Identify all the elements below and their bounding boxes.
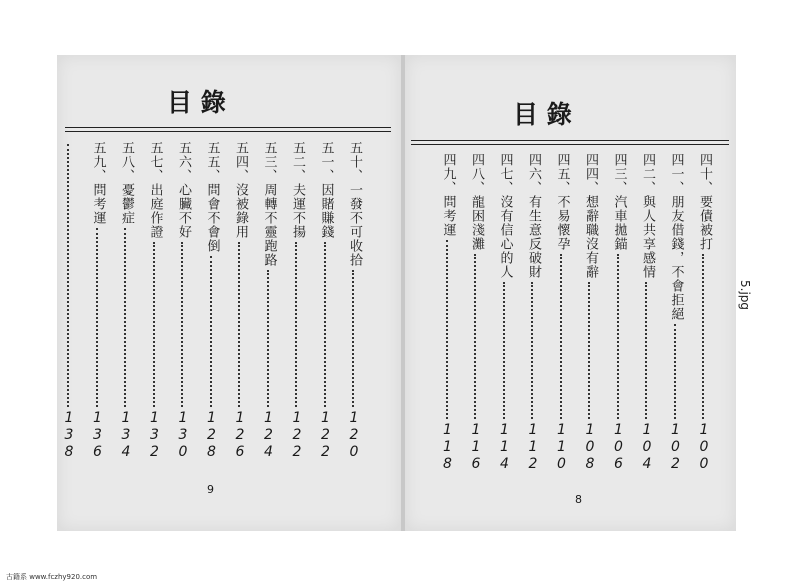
toc-entry-page: 1 2 8 — [207, 410, 216, 460]
toc-entry-page: 1 2 2 — [321, 410, 330, 460]
toc-entry-page: 1 3 4 — [121, 410, 131, 460]
toc-entry-title: 四七、沒有信心的人 — [497, 153, 513, 279]
toc-entry — [284, 141, 310, 461]
toc-entry-page: 1 0 8 — [585, 422, 595, 472]
toc-entry-page: 1 3 8 — [64, 410, 74, 460]
toc-entry — [634, 153, 660, 473]
toc-entry-page: 1 3 2 — [150, 410, 159, 460]
toc-entry-title: 四十、要債被打 — [697, 153, 712, 251]
toc-leader-dots — [181, 242, 185, 407]
toc-entry-page: 1 1 6 — [471, 422, 481, 472]
toc-leader-dots — [560, 254, 564, 419]
toc-leader-dots — [324, 242, 328, 407]
toc-entry — [435, 153, 461, 473]
toc-entry — [463, 153, 489, 473]
toc-leader-dots — [124, 228, 128, 407]
toc-entry-title: 四六、有生意反破財 — [526, 153, 541, 279]
toc-leader-dots — [446, 240, 450, 419]
left-title-rule — [65, 127, 391, 128]
toc-entry — [256, 141, 282, 461]
right-title-rule-2 — [411, 144, 729, 145]
toc-entry — [663, 153, 689, 473]
toc-entry-title: 四二、與人共享感情 — [640, 153, 655, 279]
file-name-label: 5.jpg — [738, 280, 752, 311]
toc-entry-page: 1 2 0 — [349, 410, 359, 460]
toc-entry — [313, 141, 339, 461]
toc-entry-page: 1 1 8 — [443, 422, 452, 472]
toc-entry-page: 1 0 0 — [699, 422, 709, 472]
toc-entry-title: 五五、問會不會倒 — [204, 141, 220, 253]
toc-entry-page: 1 1 2 — [528, 422, 538, 472]
toc-leader-dots — [617, 254, 621, 419]
toc-leader-dots — [474, 254, 478, 419]
toc-entry — [170, 141, 196, 461]
toc-leader-dots — [267, 270, 271, 407]
right-page-number: 8 — [575, 493, 582, 506]
toc-entry-title: 五九、問考運 — [90, 141, 106, 225]
toc-entry — [492, 153, 518, 473]
toc-entry-page: 1 3 0 — [178, 410, 188, 460]
toc-entry — [56, 141, 82, 461]
toc-leader-dots — [153, 242, 157, 407]
toc-entry-title: 五一、因賭賺錢 — [318, 141, 334, 239]
toc-entry-page: 1 0 6 — [614, 422, 623, 472]
toc-entry-title: 四一、朋友借錢，不會拒絕 — [668, 153, 684, 321]
toc-leader-dots — [210, 256, 214, 407]
toc-entry — [520, 153, 546, 473]
toc-leader-dots — [674, 324, 678, 419]
toc-entry-page: 1 1 4 — [500, 422, 509, 472]
toc-entry-title: 四五、不易懷孕 — [554, 153, 570, 251]
toc-entry-title: 四四、想辭職沒有辭 — [583, 153, 598, 279]
toc-entry-title: 五七、出庭作證 — [147, 141, 163, 239]
toc-entry — [227, 141, 253, 461]
toc-leader-dots — [702, 254, 706, 419]
toc-entry — [606, 153, 632, 473]
toc-entry — [691, 153, 717, 473]
left-page — [57, 55, 401, 531]
toc-entry-page: 1 2 6 — [235, 410, 245, 460]
toc-entry — [113, 141, 139, 461]
toc-entry-title: 五六、心臟不好 — [176, 141, 191, 239]
toc-leader-dots — [67, 144, 71, 407]
toc-entry-title: 五四、沒被錄用 — [233, 141, 248, 239]
toc-entry — [142, 141, 168, 461]
right-page-title: 目 錄 — [513, 100, 572, 129]
site-watermark: 古籍系 www.fczhy920.com — [6, 573, 98, 581]
toc-entry-page: 1 2 2 — [292, 410, 302, 460]
toc-leader-dots — [588, 282, 592, 419]
toc-entry-page: 1 3 6 — [93, 410, 102, 460]
toc-entry-title: 五三、周轉不靈跑路 — [261, 141, 277, 267]
toc-entry — [341, 141, 367, 461]
left-page-title: 目 錄 — [167, 88, 226, 117]
toc-leader-dots — [295, 242, 299, 407]
toc-entry-title: 五二、夫運不揚 — [290, 141, 305, 239]
toc-entry-title: 四九、問考運 — [440, 153, 456, 237]
toc-entry — [199, 141, 225, 461]
toc-entry-page: 1 2 4 — [264, 410, 273, 460]
left-title-rule-2 — [65, 131, 391, 132]
toc-entry-title: 四八、龍困淺灘 — [469, 153, 484, 251]
toc-entry — [577, 153, 603, 473]
toc-leader-dots — [238, 242, 242, 407]
left-page-number: 9 — [207, 483, 214, 496]
toc-leader-dots — [503, 282, 507, 419]
toc-entry-title: 五十、一發不可收拾 — [347, 141, 362, 267]
toc-entry-page: 1 1 0 — [557, 422, 566, 472]
toc-entry-title: 五八、憂鬱症 — [119, 141, 134, 225]
toc-leader-dots — [96, 228, 100, 407]
toc-entry — [85, 141, 111, 461]
toc-leader-dots — [531, 282, 535, 419]
right-page — [405, 55, 736, 531]
toc-leader-dots — [352, 270, 356, 407]
toc-entry — [549, 153, 575, 473]
right-title-rule — [411, 140, 729, 141]
toc-entry-title: 四三、汽車拋錨 — [611, 153, 627, 251]
toc-entry-page: 1 0 2 — [671, 422, 680, 472]
toc-leader-dots — [645, 282, 649, 419]
toc-entry-page: 1 0 4 — [642, 422, 652, 472]
